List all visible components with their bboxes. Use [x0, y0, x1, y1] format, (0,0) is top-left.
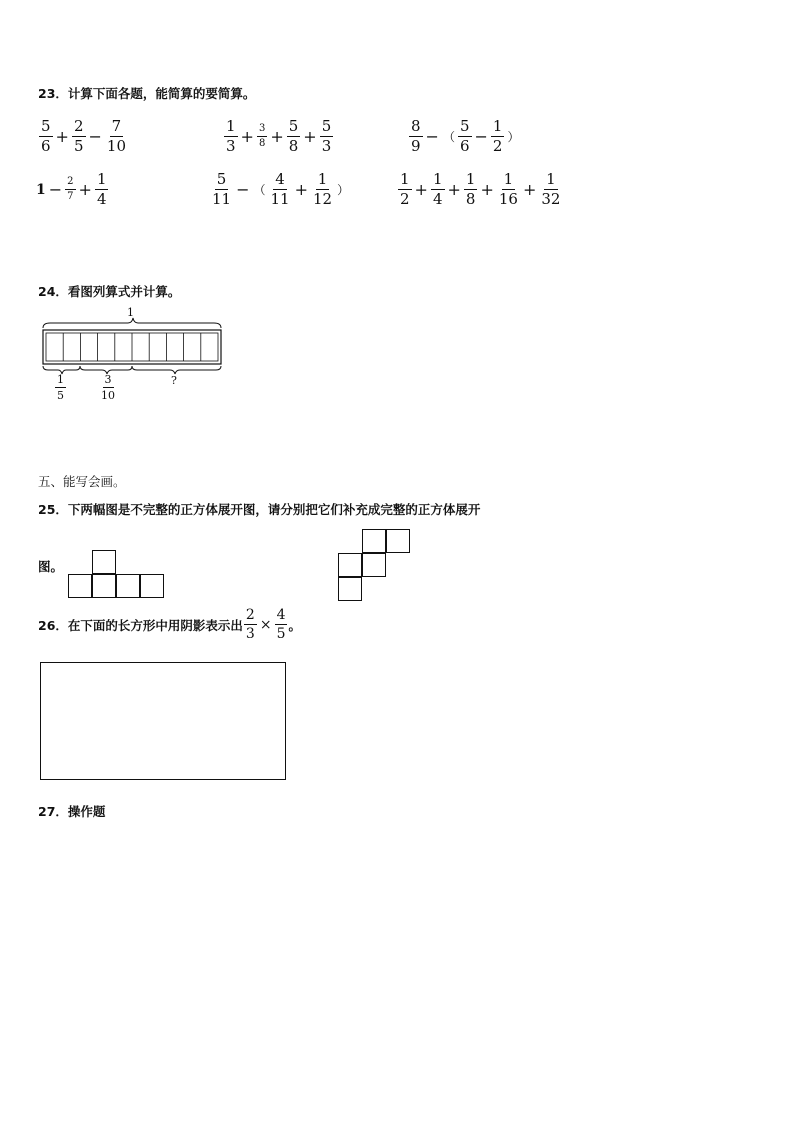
net-1 [68, 550, 168, 600]
segment-2-label: $\frac{3}{10}$ [101, 373, 115, 402]
fraction: $\frac{1}{12}$ [313, 170, 333, 208]
q23-expr-6: $\frac{1}{2}$ + $\frac{1}{4}$ + $\frac{1}{8}$ + $\frac{1}{16}$ + $\frac{1}{32}$ [400, 170, 561, 208]
q26-title: 26．在下面的长方形中用阴影表示出 $\frac{2}{3}$ × $\frac{4}{5}$ 。 [38, 607, 301, 642]
net-square [386, 529, 410, 553]
fraction: $\frac{7}{10}$ [106, 117, 126, 155]
fraction: $\frac{1}{32}$ [541, 170, 561, 208]
net-square [338, 553, 362, 577]
net-2 [338, 529, 418, 605]
fraction: $\frac{2}{3}$ [245, 607, 255, 642]
q23-expr-2: $\frac{1}{3}$ + $\frac{3}{8}$ + $\frac{5}{8}$ + $\frac{5}{3}$ [226, 117, 332, 155]
fraction: $\frac{1}{4}$ [96, 170, 107, 208]
fraction: $\frac{5}{8}$ [288, 117, 299, 155]
fraction: $\frac{2}{7}$ [67, 176, 74, 202]
brace-3 [132, 366, 221, 374]
net-square [140, 574, 164, 598]
net-square [116, 574, 140, 598]
fraction: $\frac{1}{16}$ [498, 170, 518, 208]
q24-diagram [40, 306, 230, 406]
fraction: $\frac{4}{11}$ [270, 170, 290, 208]
fraction: $\frac{1}{8}$ [465, 170, 476, 208]
q25-title-cont: 图。 [38, 559, 64, 574]
bar-dividers [63, 333, 201, 361]
fraction: $\frac{4}{5}$ [276, 607, 286, 642]
q27-title: 27．操作题 [38, 804, 106, 819]
fraction: $\frac{8}{9}$ [411, 117, 421, 155]
fraction: $\frac{2}{5}$ [73, 117, 84, 155]
fraction: $\frac{3}{8}$ [258, 123, 266, 149]
net-square [362, 553, 386, 577]
q24-title: 24．看图列算式并计算。 [38, 284, 181, 299]
q23-title: 23．计算下面各题，能简算的要简算。 [38, 86, 256, 101]
q23-expr-4: 1 − $\frac{2}{7}$ + $\frac{1}{4}$ [36, 170, 107, 208]
segment-bar-svg [40, 306, 230, 406]
net-square [338, 577, 362, 601]
net-square [92, 574, 116, 598]
segment-1-label: $\frac{1}{5}$ [57, 373, 64, 402]
total-label: 1 [127, 306, 134, 319]
fraction: $\frac{5}{11}$ [212, 170, 232, 208]
q23-expr-3: $\frac{8}{9}$ − （ $\frac{5}{6}$ − $\frac{1}{2}$ ） [411, 117, 520, 155]
q25-title: 25．下两幅图是不完整的正方体展开图，请分别把它们补充成完整的正方体展开 [38, 502, 481, 517]
fraction: $\frac{5}{3}$ [321, 117, 332, 155]
fraction: $\frac{5}{6}$ [459, 117, 470, 155]
top-brace [43, 318, 221, 328]
fraction: $\frac{1}{2}$ [492, 117, 503, 155]
unknown-label: ? [171, 374, 177, 387]
q23-expr-5: $\frac{5}{11}$ − （ $\frac{4}{11}$ + $\frac{1}{12}$ ） [212, 170, 350, 208]
fraction: $\frac{1}{2}$ [400, 170, 410, 208]
net-square [68, 574, 92, 598]
fraction: $\frac{1}{4}$ [432, 170, 443, 208]
section-5-title: 五、能写会画。 [38, 474, 126, 489]
fraction: $\frac{5}{6}$ [41, 117, 51, 155]
shading-rectangle[interactable] [40, 662, 286, 780]
net-square [92, 550, 116, 574]
q23-expr-1: $\frac{5}{6}$ + $\frac{2}{5}$ − $\frac{7}{10}$ [41, 117, 126, 155]
fraction: $\frac{1}{3}$ [226, 117, 236, 155]
net-square [362, 529, 386, 553]
